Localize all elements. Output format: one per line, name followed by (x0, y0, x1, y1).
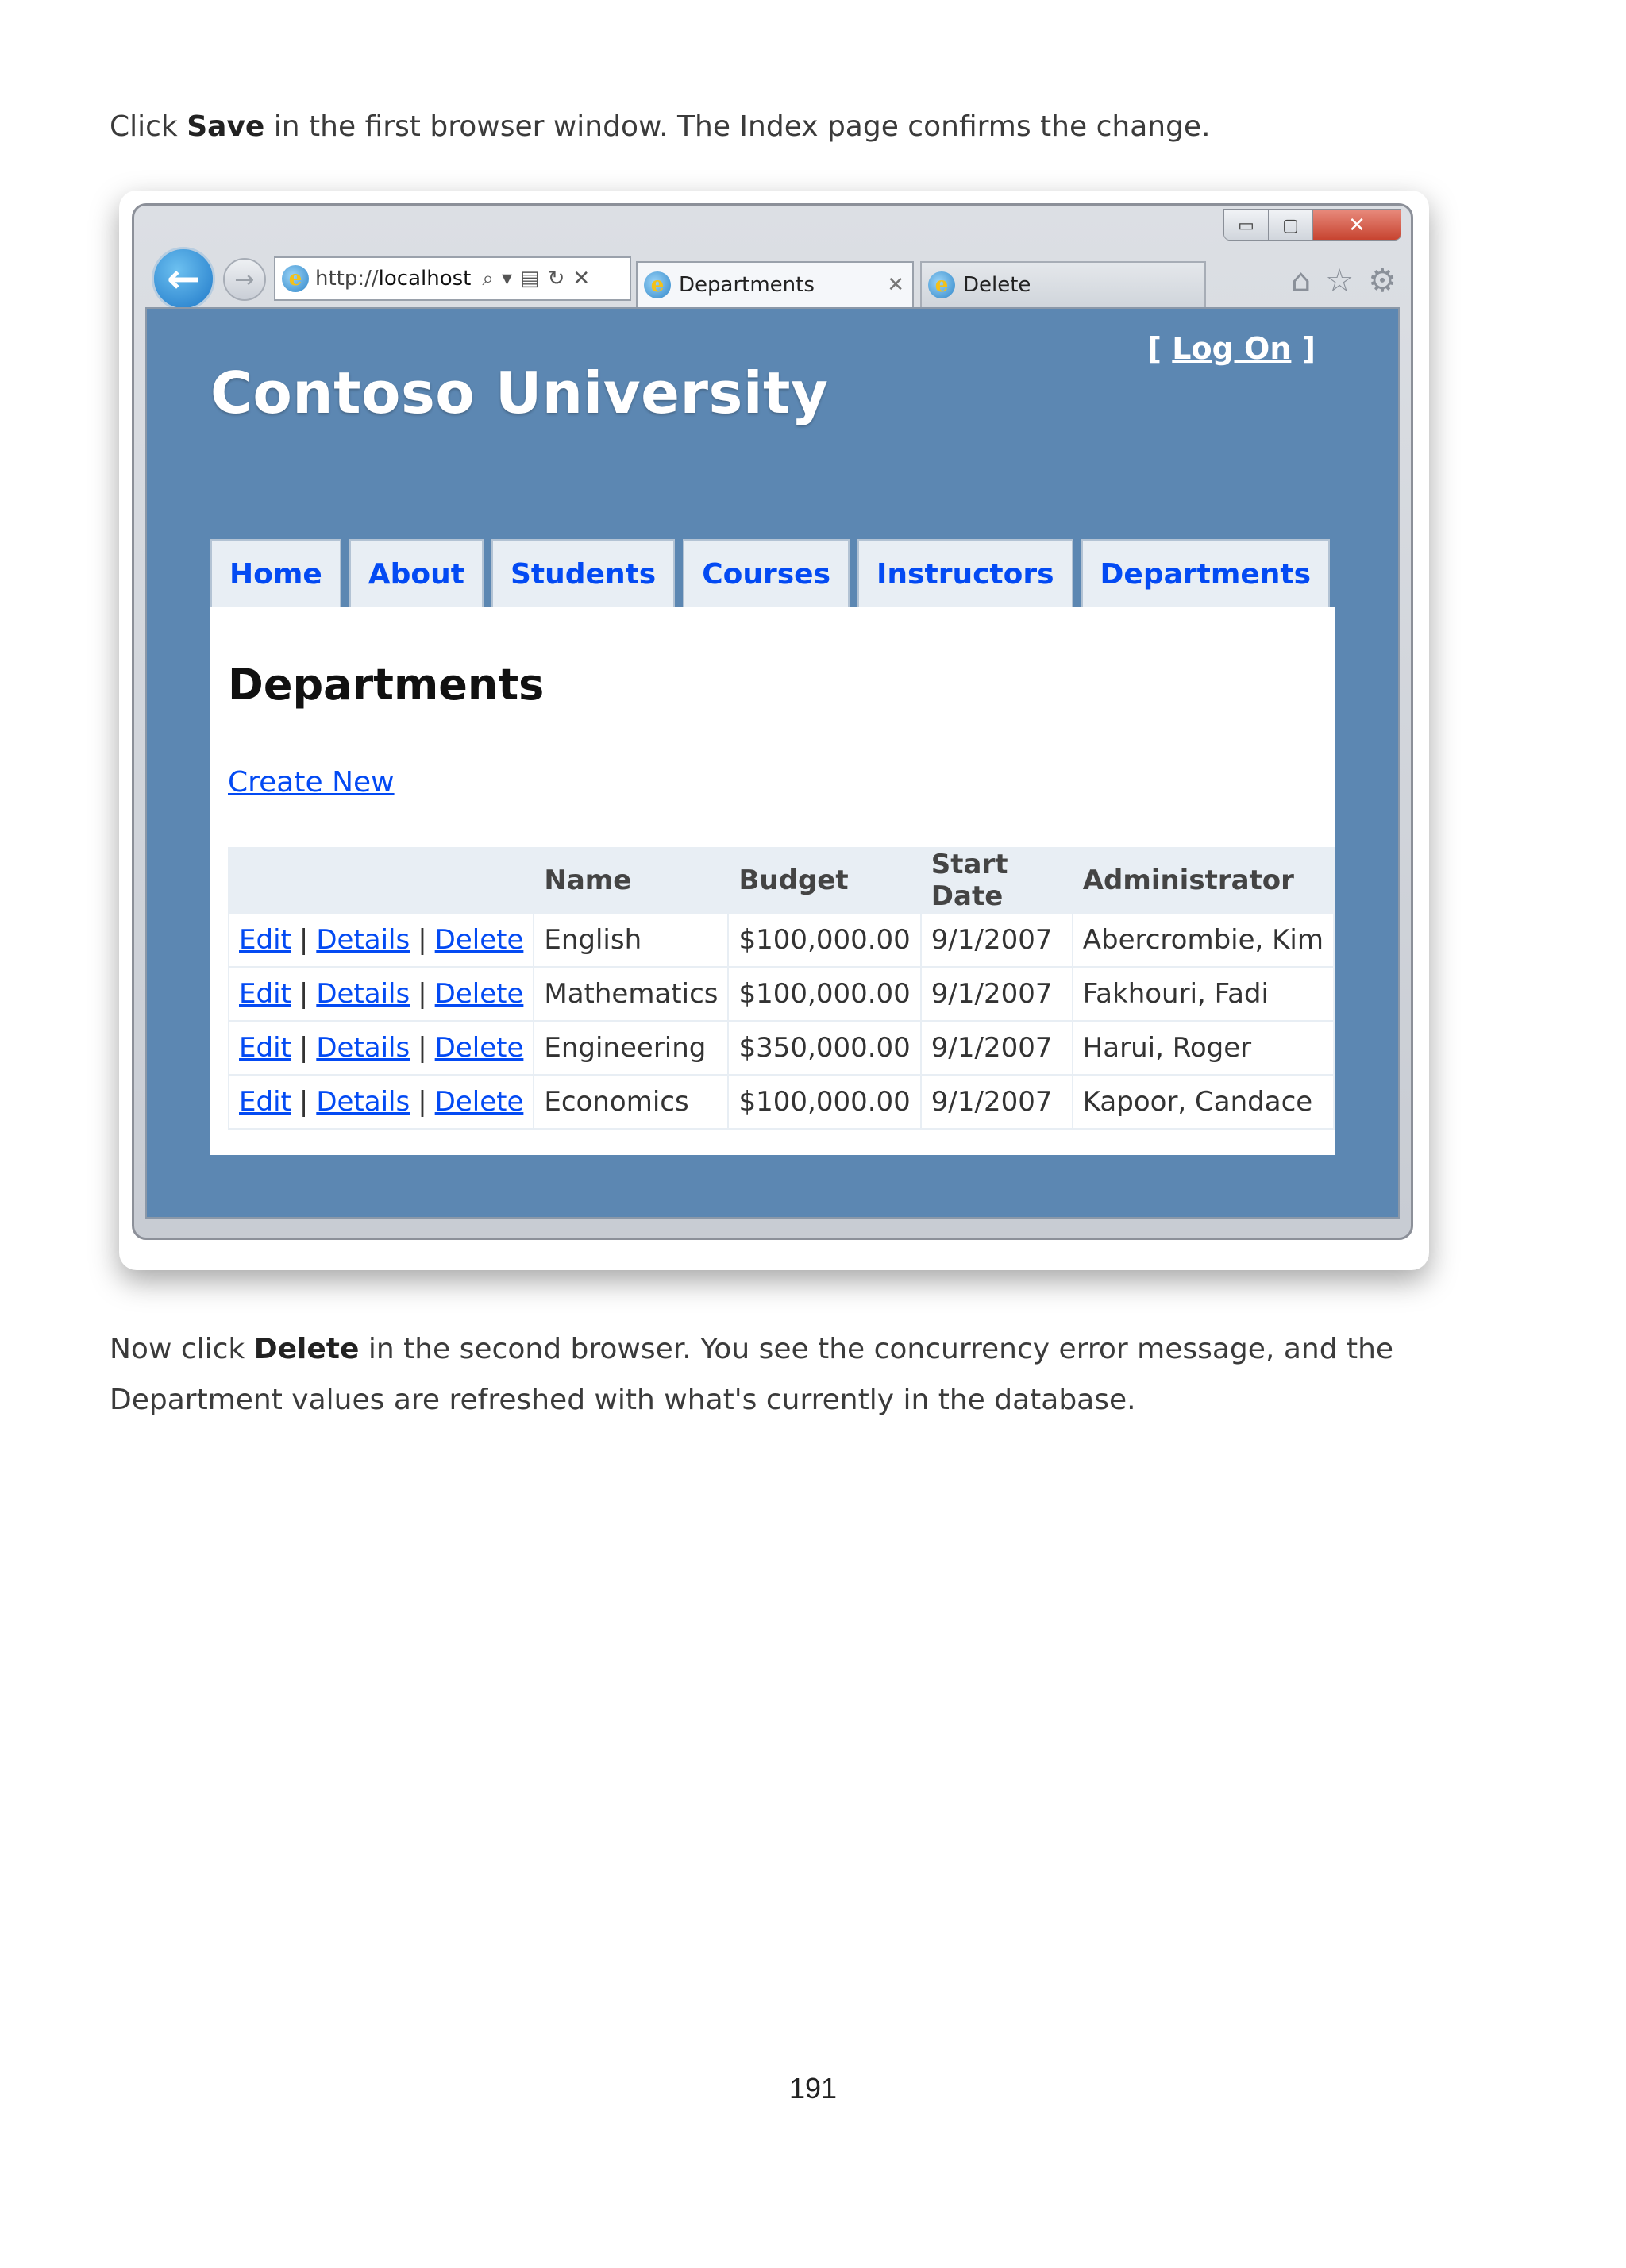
row-actions (229, 1021, 534, 1075)
menu-home[interactable]: Home (210, 539, 341, 607)
paragraph-text: in the first browser window. The Index page confirms the change. (264, 110, 1211, 143)
tab-departments[interactable] (636, 261, 914, 307)
page-number: 191 (788, 2072, 838, 2104)
menu-courses[interactable]: Courses (683, 539, 850, 607)
address-scheme: http:// (315, 267, 379, 291)
cell-administrator: Kapoor, Candace (1073, 1075, 1334, 1129)
tab-close-icon[interactable]: ✕ (887, 273, 904, 297)
site-title: Contoso University (210, 360, 829, 426)
cell-administrator: Fakhouri, Fadi (1073, 967, 1334, 1021)
cell-budget: $100,000.00 (728, 967, 920, 1021)
cell-budget: $100,000.00 (728, 913, 920, 967)
site-content (145, 307, 1400, 1219)
compatibility-icon[interactable]: ▤ (520, 266, 540, 291)
header-actions (229, 848, 534, 913)
separator: | (418, 1086, 427, 1118)
edit-link[interactable]: Edit (239, 1086, 291, 1118)
menu-instructors[interactable]: Instructors (857, 539, 1073, 607)
search-icon[interactable]: ⌕ (482, 266, 494, 291)
delete-link[interactable]: Delete (434, 924, 524, 956)
menu-departments[interactable]: Departments (1081, 539, 1331, 607)
address-url (315, 267, 471, 291)
delete-link[interactable]: Delete (434, 1086, 524, 1118)
table-row (229, 1075, 1334, 1129)
table-row (229, 967, 1334, 1021)
separator: | (299, 978, 309, 1010)
separator: | (418, 924, 427, 956)
cell-start-date: 9/1/2007 (921, 967, 1073, 1021)
separator: | (418, 1032, 427, 1064)
minimize-button[interactable]: ▭ (1224, 210, 1269, 241)
cell-start-date: 9/1/2007 (921, 913, 1073, 967)
table-header-row (229, 848, 1334, 913)
cell-administrator: Abercrombie, Kim (1073, 913, 1334, 967)
back-button[interactable] (152, 247, 215, 310)
address-host: localhost (378, 267, 472, 291)
separator: | (299, 924, 309, 956)
delete-link[interactable]: Delete (434, 978, 524, 1010)
paragraph-bold-delete: Delete (253, 1333, 360, 1365)
header-administrator: Administrator (1073, 848, 1334, 913)
logon-bracket: [ (1147, 331, 1173, 366)
close-button[interactable]: ✕ (1313, 210, 1401, 241)
row-actions (229, 1075, 534, 1129)
cell-name: Economics (534, 1075, 728, 1129)
cell-start-date: 9/1/2007 (921, 1075, 1073, 1129)
logon-area (1148, 331, 1316, 366)
details-link[interactable]: Details (316, 1032, 410, 1064)
cell-administrator: Harui, Roger (1073, 1021, 1334, 1075)
menu-about[interactable]: About (349, 539, 484, 607)
edit-link[interactable]: Edit (239, 1032, 291, 1064)
main-content (210, 607, 1335, 1155)
separator: | (418, 978, 427, 1010)
cell-name: English (534, 913, 728, 967)
logon-link[interactable]: Log On (1172, 331, 1292, 366)
departments-table (228, 847, 1335, 1130)
tab-title: Delete (963, 273, 1031, 297)
create-new-link[interactable]: Create New (228, 766, 395, 799)
refresh-icon[interactable]: ↻ (547, 266, 565, 291)
page-title: Departments (228, 660, 545, 710)
address-bar[interactable] (274, 256, 631, 301)
edit-link[interactable]: Edit (239, 924, 291, 956)
separator: | (299, 1086, 309, 1118)
paragraph-bold-save: Save (187, 110, 265, 143)
paragraph-text: in the second browser. You see the concurrency error message, and the Department values are refreshed with what's currently in the database. (110, 1333, 1394, 1416)
back-arrow-icon: ← (167, 256, 200, 302)
header-name: Name (534, 848, 728, 913)
separator: | (299, 1032, 309, 1064)
table-row (229, 913, 1334, 967)
ie-page-icon: e (928, 271, 955, 298)
forward-arrow-icon: → (234, 265, 255, 294)
stop-icon[interactable]: ✕ (572, 266, 591, 291)
header-budget: Budget (728, 848, 920, 913)
browser-toolbar (1291, 263, 1397, 299)
cell-budget: $350,000.00 (728, 1021, 920, 1075)
tab-title: Departments (679, 273, 815, 297)
dropdown-icon[interactable]: ▾ (501, 266, 512, 291)
row-actions (229, 913, 534, 967)
browser-window (132, 203, 1413, 1240)
details-link[interactable]: Details (316, 978, 410, 1010)
main-menu (210, 539, 1330, 607)
row-actions (229, 967, 534, 1021)
logon-bracket: ] (1291, 331, 1316, 366)
edit-link[interactable]: Edit (239, 978, 291, 1010)
paragraph-followup (110, 1324, 1523, 1426)
paragraph-intro (110, 102, 1523, 152)
paragraph-text: Now click (110, 1333, 254, 1365)
menu-students[interactable]: Students (491, 539, 675, 607)
cell-name: Engineering (534, 1021, 728, 1075)
cell-name: Mathematics (534, 967, 728, 1021)
paragraph-text: Click (110, 110, 187, 143)
forward-button[interactable] (223, 258, 266, 301)
details-link[interactable]: Details (316, 1086, 410, 1118)
details-link[interactable]: Details (316, 924, 410, 956)
ie-page-icon: e (644, 271, 671, 298)
tools-gear-icon[interactable]: ⚙ (1368, 263, 1397, 299)
delete-link[interactable]: Delete (434, 1032, 524, 1064)
restore-button[interactable]: ▢ (1269, 210, 1313, 241)
home-icon[interactable]: ⌂ (1290, 263, 1312, 299)
favorites-star-icon[interactable]: ☆ (1325, 263, 1354, 299)
address-tools (482, 267, 590, 291)
window-controls (1223, 209, 1401, 241)
cell-start-date: 9/1/2007 (921, 1021, 1073, 1075)
table-row (229, 1021, 1334, 1075)
header-start-date: Start Date (921, 848, 1073, 913)
tab-delete[interactable] (920, 261, 1206, 307)
ie-page-icon: e (282, 265, 309, 292)
cell-budget: $100,000.00 (728, 1075, 920, 1129)
